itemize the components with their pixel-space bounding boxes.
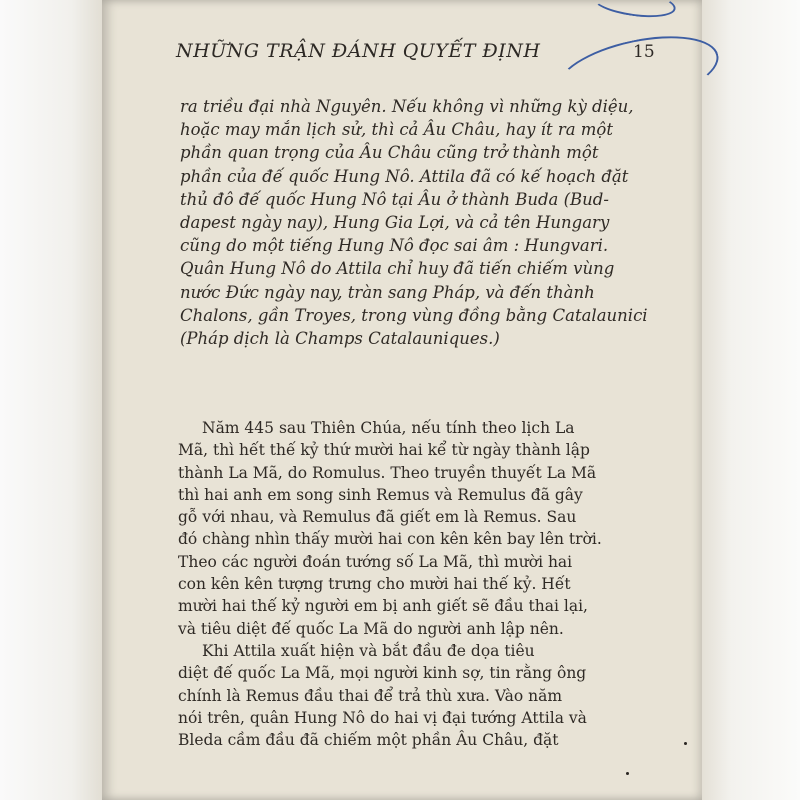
- text-line: Theo các người đoán tướng số La Mã, thì mười hai: [178, 552, 573, 571]
- text-line: diệt đế quốc La Mã, mọi người kinh sợ, tin rằng ông: [178, 664, 587, 683]
- text-line: thì hai anh em song sinh Remus và Remulus đã gây: [178, 485, 583, 504]
- text-line: phần của đế quốc Hung Nô. Attila đã có kế hoạch đặt: [180, 166, 629, 186]
- text-line: Quân Hung Nô do Attila chỉ huy đã tiến chiếm vùng: [180, 259, 615, 279]
- body-paragraphs: [178, 417, 656, 751]
- text-line: Chalons, gần Troyes, trong vùng đồng bằng Catalaunici: [180, 305, 648, 325]
- text-line: (Pháp dịch là Champs Catalauniques.): [180, 329, 500, 349]
- text-line: dapest ngày nay), Hung Gia Lợi, và cả tên Hungary: [180, 213, 610, 233]
- text-line: phần quan trọng của Âu Châu cũng trở thành một: [180, 143, 599, 163]
- ink-speck: [684, 742, 687, 745]
- ink-speck: [626, 772, 629, 775]
- text-line: chính là Remus đầu thai để trả thù xưa. Vào năm: [178, 686, 563, 705]
- pen-mark-top: [591, 0, 678, 22]
- text-line: đó chàng nhìn thấy mười hai con kên kên bay lên trời.: [178, 530, 602, 549]
- text-line: Bleda cầm đầu đã chiếm một phần Âu Châu, đặt: [178, 731, 559, 750]
- text-line: thủ đô đế quốc Hung Nô tại Âu ở thành Buda (Bud-: [180, 189, 609, 209]
- text-line: con kên kên tượng trưng cho mười hai thế kỷ. Hết: [178, 575, 571, 594]
- book-page: [102, 0, 702, 800]
- text-line: nói trên, quân Hung Nô do hai vị đại tướng Attila và: [178, 708, 587, 727]
- text-line: cũng do một tiếng Hung Nô đọc sai âm : Hungvari.: [180, 236, 609, 256]
- text-line: mười hai thế kỷ người em bị anh giết sẽ đầu thai lại,: [178, 597, 588, 616]
- text-line: Mã, thì hết thế kỷ thứ mười hai kể từ ngày thành lập: [178, 441, 590, 460]
- text-line: hoặc may mắn lịch sử, thì cả Âu Châu, hay ít ra một: [180, 120, 613, 140]
- book-edge-right: [702, 0, 800, 800]
- text-line: ra triều đại nhà Nguyên. Nếu không vì những kỳ diệu,: [180, 97, 634, 116]
- text-line: thành La Mã, do Romulus. Theo truyền thuyết La Mã: [178, 463, 597, 482]
- text-line: Khi Attila xuất hiện và bắt đầu đe dọa tiêu: [202, 641, 535, 660]
- text-line: Năm 445 sau Thiên Chúa, nếu tính theo lịch La: [202, 419, 575, 437]
- text-line: nước Đức ngày nay, tràn sang Pháp, và đến thành: [180, 282, 595, 302]
- page-number: 15: [633, 42, 655, 62]
- text-line: và tiêu diệt đế quốc La Mã do người anh lập nên.: [178, 619, 564, 638]
- italic-paragraph: [180, 95, 656, 350]
- text-line: gỗ với nhau, và Remulus đã giết em là Remus. Sau: [178, 508, 577, 527]
- book-edge-left: [0, 0, 102, 800]
- running-title: NHỮNG TRẬN ĐÁNH QUYẾT ĐỊNH: [176, 40, 541, 62]
